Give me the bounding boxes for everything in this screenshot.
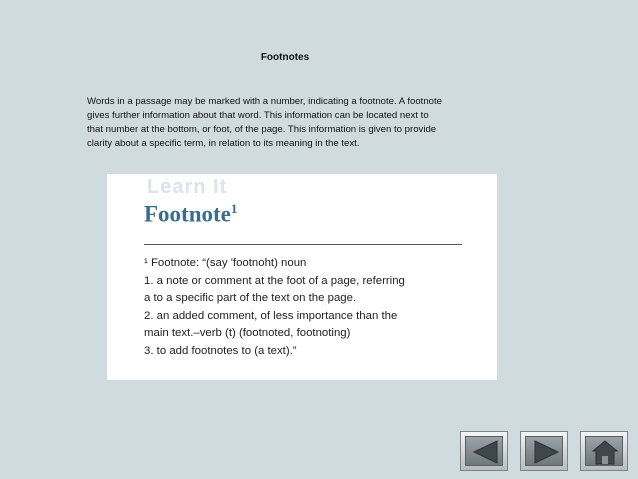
home-button[interactable]	[580, 431, 628, 471]
paragraph-line: gives further information about that word. This information can be located next to	[87, 110, 429, 121]
previous-button[interactable]	[460, 431, 508, 471]
divider-rule	[144, 244, 462, 245]
paragraph-line: clarity about a specific term, in relation to its meaning in the text.	[87, 138, 360, 149]
image-heading	[144, 201, 237, 228]
image-heading-text: Footnote	[144, 201, 231, 227]
definition-line: main text.–verb (t) (footnoted, footnoting)	[144, 327, 351, 339]
ghost-heading: Learn It	[147, 176, 228, 198]
arrow-right-icon	[521, 432, 569, 472]
image-heading-superscript: 1	[230, 201, 238, 216]
arrow-left-icon	[461, 432, 509, 472]
paragraph-line: Words in a passage may be marked with a number, indicating a footnote. A footnote	[87, 96, 443, 107]
definition-line: 1. a note or comment at the foot of a page, referring	[144, 274, 405, 287]
home-icon	[581, 432, 629, 472]
definition-line: ¹ Footnote: “(say 'footnoht) noun	[144, 257, 307, 269]
definition-text	[144, 255, 489, 360]
slide-title: Footnotes	[260, 52, 310, 63]
definition-line: a to a specific part of the text on the page.	[144, 292, 357, 304]
paragraph-line: that number at the bottom, or foot, of the page. This information is given to provide	[87, 124, 437, 135]
definition-line: 2. an added comment, of less importance than the	[144, 309, 398, 322]
next-button[interactable]	[520, 431, 568, 471]
body-paragraph	[87, 95, 527, 151]
footnote-definition-image	[107, 174, 497, 380]
definition-line: 3. to add footnotes to (a text).”	[144, 344, 297, 357]
